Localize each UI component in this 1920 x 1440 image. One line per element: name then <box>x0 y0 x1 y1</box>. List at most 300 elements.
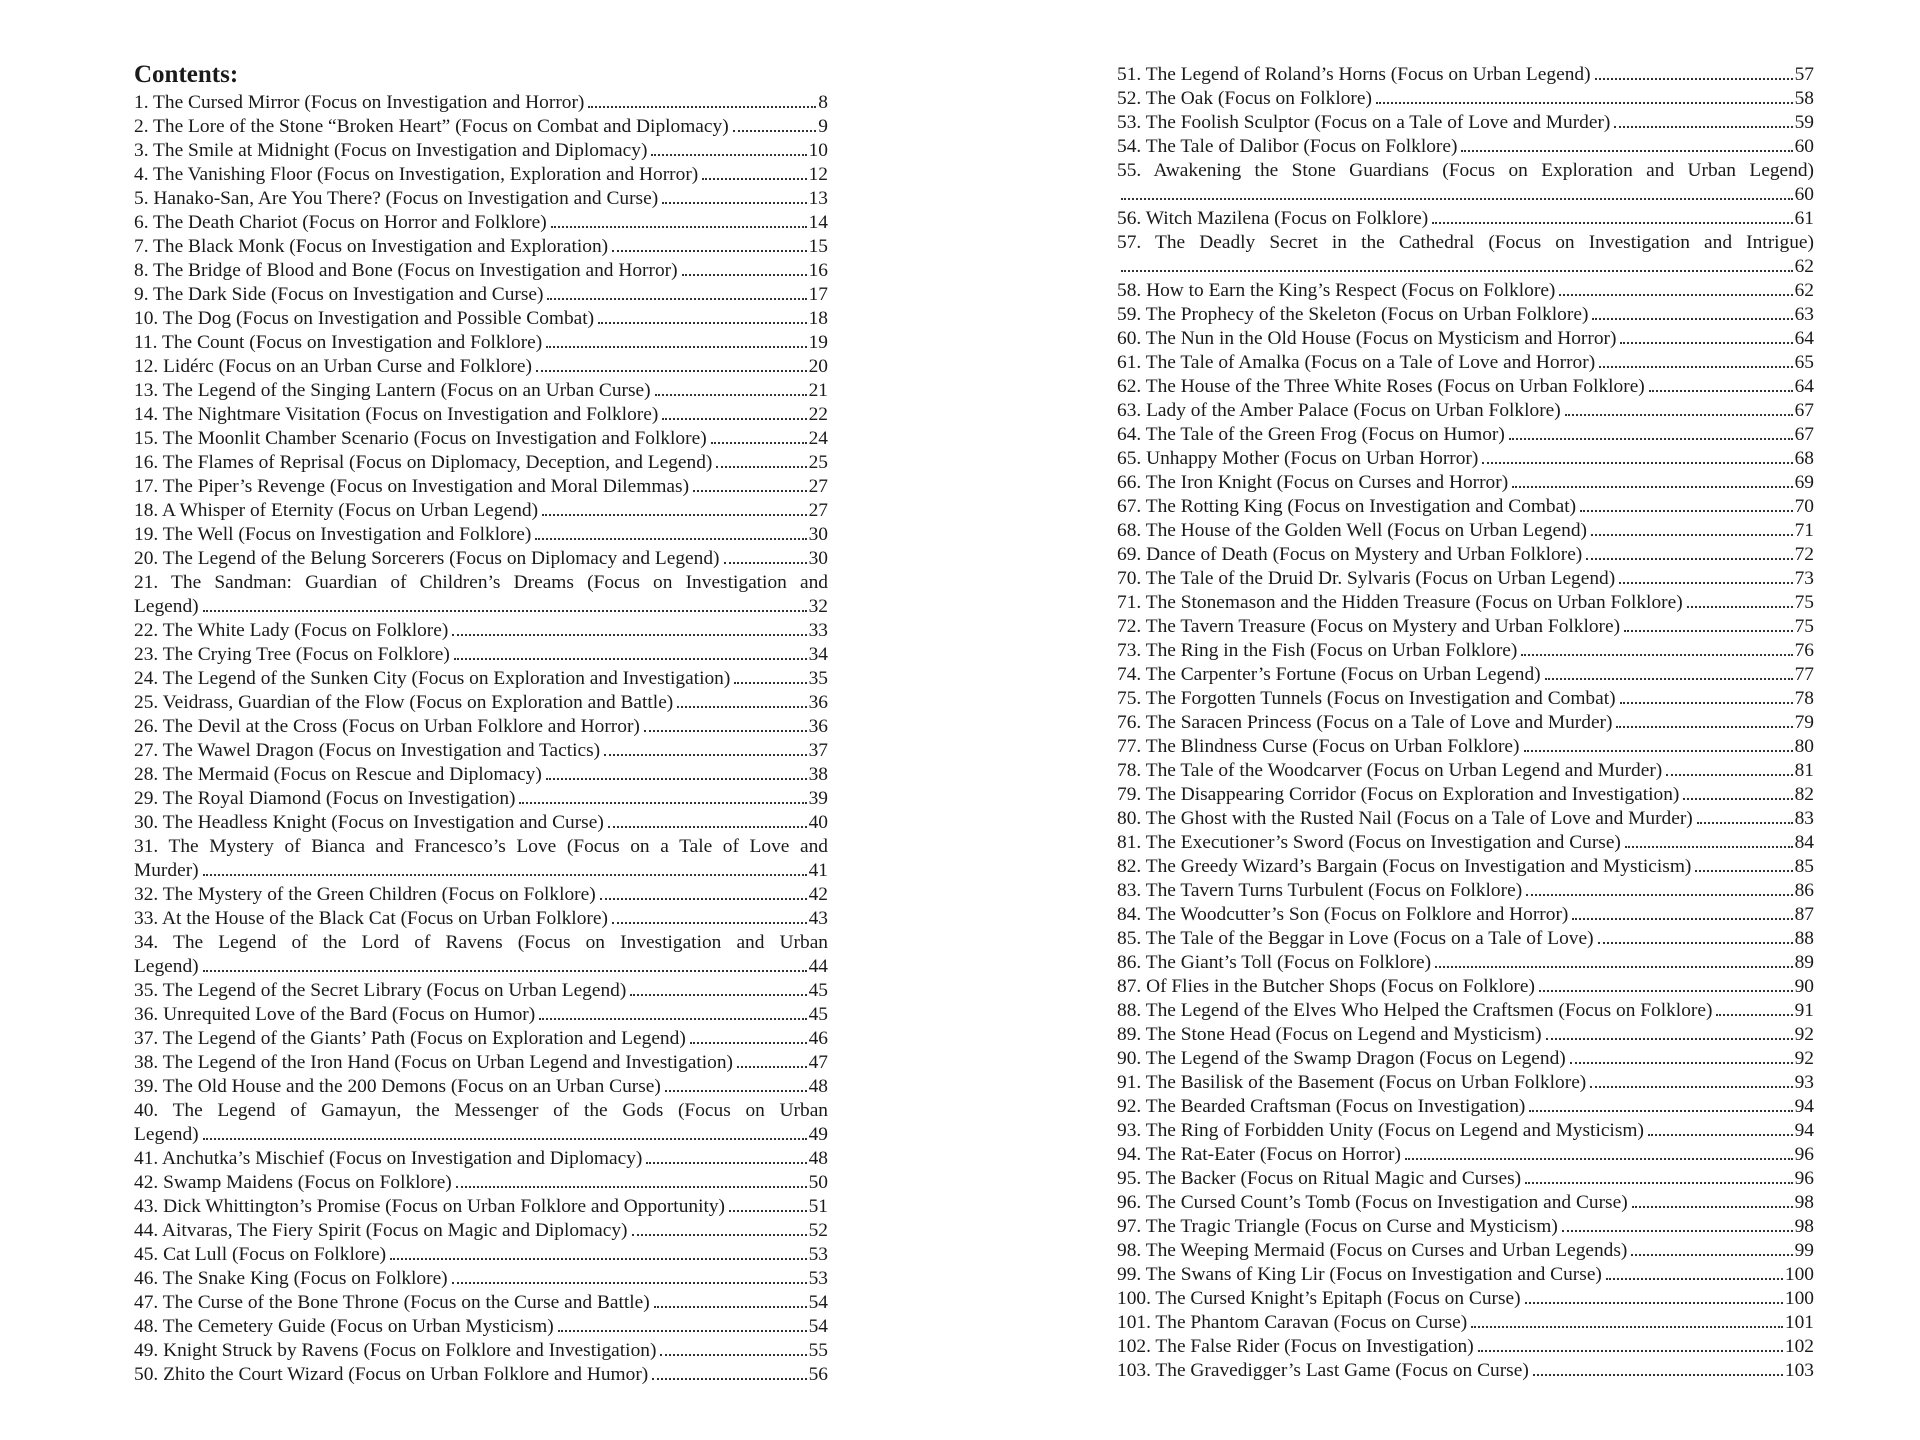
toc-entry-line <box>134 691 828 715</box>
toc-entry[interactable] <box>134 403 828 427</box>
toc-entry[interactable] <box>1117 855 1814 879</box>
dot-leader <box>1565 414 1793 416</box>
toc-entry-page-number: 80 <box>1794 736 1814 757</box>
toc-entry-page-number: 30 <box>808 548 828 569</box>
toc-entry[interactable] <box>1117 111 1814 135</box>
toc-entry[interactable] <box>134 1003 828 1027</box>
toc-entry[interactable] <box>134 1147 828 1171</box>
toc-entry[interactable] <box>1117 1311 1814 1335</box>
toc-entry[interactable] <box>1117 663 1814 687</box>
toc-entry[interactable] <box>134 1195 828 1219</box>
toc-entry[interactable] <box>1117 519 1814 543</box>
dot-leader <box>690 1042 807 1044</box>
toc-entry[interactable] <box>134 115 828 139</box>
toc-entry-line <box>134 1267 828 1291</box>
dot-leader <box>535 538 806 540</box>
toc-entry[interactable] <box>134 787 828 811</box>
toc-entry-line <box>1117 807 1814 831</box>
toc-entry-line <box>134 211 828 235</box>
toc-entry-page-number: 65 <box>1794 352 1814 373</box>
dot-leader <box>452 634 806 636</box>
toc-entry[interactable] <box>1117 879 1814 903</box>
toc-entry-title: 93. The Ring of Forbidden Unity (Focus on Legend and Mysticism) <box>1117 1120 1644 1141</box>
toc-entry[interactable] <box>1117 1335 1814 1359</box>
toc-entry[interactable] <box>134 1051 828 1075</box>
toc-entry[interactable] <box>1117 1119 1814 1143</box>
toc-entry[interactable] <box>134 1099 828 1147</box>
toc-entry-line <box>1117 447 1814 471</box>
dot-leader <box>1598 942 1793 944</box>
toc-entry[interactable] <box>134 1243 828 1267</box>
dot-leader <box>665 1090 807 1092</box>
toc-entry-title: 19. The Well (Focus on Investigation and Folklore) <box>134 524 532 545</box>
toc-entry[interactable] <box>134 931 828 979</box>
toc-entry-line <box>1117 471 1814 495</box>
toc-entry[interactable] <box>1117 327 1814 351</box>
toc-entry[interactable] <box>1117 735 1814 759</box>
toc-entry-title: 55. Awakening the Stone Guardians (Focus on Exploration and Urban Legend) <box>1117 160 1814 181</box>
toc-entry[interactable] <box>134 811 828 835</box>
toc-entry[interactable] <box>1117 1167 1814 1191</box>
toc-entry[interactable] <box>134 523 828 547</box>
dot-leader <box>1482 462 1792 464</box>
toc-entry[interactable] <box>1117 1023 1814 1047</box>
dot-leader <box>1521 654 1792 656</box>
dot-leader <box>655 394 807 396</box>
toc-entry-title: 57. The Deadly Secret in the Cathedral (Focus on Investigation and Intrigue) <box>1117 232 1814 253</box>
toc-entry[interactable] <box>1117 423 1814 447</box>
toc-entry-title: 45. Cat Lull (Focus on Folklore) <box>134 1244 387 1265</box>
toc-entry[interactable] <box>1117 1071 1814 1095</box>
toc-entry-page-number: 62 <box>1794 256 1814 277</box>
toc-entry-line <box>134 787 828 811</box>
toc-entry-page-number: 42 <box>808 884 828 905</box>
toc-entry-line <box>1117 327 1814 351</box>
toc-entry[interactable] <box>134 1339 828 1363</box>
toc-entry-title: 87. Of Flies in the Butcher Shops (Focus on Folklore) <box>1117 976 1535 997</box>
dot-leader <box>542 514 807 516</box>
toc-entry-page-number: 12 <box>808 164 828 185</box>
dot-leader <box>677 706 806 708</box>
toc-entry[interactable] <box>134 547 828 571</box>
toc-entry[interactable] <box>1117 591 1814 615</box>
toc-entry[interactable] <box>134 835 828 883</box>
toc-entry-title: 44. Aitvaras, The Fiery Spirit (Focus on Magic and Diplomacy) <box>134 1220 628 1241</box>
toc-entry-page-number: 67 <box>1794 424 1814 445</box>
toc-entry-title: 59. The Prophecy of the Skeleton (Focus on Urban Folklore) <box>1117 304 1589 325</box>
toc-entry-page-number: 72 <box>1794 544 1814 565</box>
toc-entry[interactable] <box>134 1171 828 1195</box>
toc-entry[interactable] <box>134 1027 828 1051</box>
toc-entry-title: 56. Witch Mazilena (Focus on Folklore) <box>1117 208 1429 229</box>
dot-leader <box>1539 990 1793 992</box>
contents-right-column <box>1117 63 1814 1383</box>
toc-entry-title: 51. The Legend of Roland’s Horns (Focus on Urban Legend) <box>1117 64 1591 85</box>
toc-entry[interactable] <box>134 1219 828 1243</box>
toc-entry[interactable] <box>1117 783 1814 807</box>
toc-entry-title: 86. The Giant’s Toll (Focus on Folklore) <box>1117 952 1432 973</box>
dot-leader <box>1620 342 1792 344</box>
toc-entry[interactable] <box>1117 471 1814 495</box>
toc-entry-line <box>1117 279 1814 303</box>
toc-entry[interactable] <box>134 667 828 691</box>
dot-leader <box>612 922 807 924</box>
toc-entry-page-number: 73 <box>1794 568 1814 589</box>
toc-entry-title: 30. The Headless Knight (Focus on Investigation and Curse) <box>134 812 604 833</box>
toc-entry[interactable] <box>134 427 828 451</box>
toc-entry[interactable] <box>134 1291 828 1315</box>
toc-entry-line <box>134 1075 828 1099</box>
dot-leader <box>724 562 807 564</box>
toc-entry[interactable] <box>1117 207 1814 231</box>
toc-entry-page-number: 19 <box>808 332 828 353</box>
toc-entry-title: 38. The Legend of the Iron Hand (Focus on Urban Legend and Investigation) <box>134 1052 733 1073</box>
toc-entry[interactable] <box>1117 303 1814 327</box>
dot-leader <box>203 874 807 876</box>
toc-entry-title: 58. How to Earn the King’s Respect (Focus on Folklore) <box>1117 280 1556 301</box>
toc-entry-line <box>134 1027 828 1051</box>
dot-leader <box>702 178 806 180</box>
toc-entry-page-number: 27 <box>808 476 828 497</box>
toc-entry-line <box>1117 975 1814 999</box>
toc-entry-page-number: 32 <box>808 596 828 617</box>
toc-entry-page-number: 46 <box>808 1028 828 1049</box>
dot-leader <box>682 274 807 276</box>
dot-leader <box>456 1186 807 1188</box>
toc-entry[interactable] <box>1117 975 1814 999</box>
toc-entry-page-number: 48 <box>808 1076 828 1097</box>
toc-entry[interactable] <box>1117 351 1814 375</box>
dot-leader <box>1683 798 1792 800</box>
toc-entry[interactable] <box>134 139 828 163</box>
toc-entry-line <box>134 907 828 931</box>
toc-entry-page-number: 53 <box>808 1268 828 1289</box>
toc-entry-title: 11. The Count (Focus on Investigation and Folklore) <box>134 332 543 353</box>
toc-entry-title: 69. Dance of Death (Focus on Mystery and Urban Folklore) <box>1117 544 1583 565</box>
dot-leader <box>546 346 806 348</box>
toc-entry-page-number: 93 <box>1794 1072 1814 1093</box>
toc-entry-page-number: 103 <box>1784 1360 1814 1381</box>
toc-entry-title: 71. The Stonemason and the Hidden Treasure (Focus on Urban Folklore) <box>1117 592 1683 613</box>
toc-entry-page-number: 101 <box>1784 1312 1814 1333</box>
toc-entry-line <box>1117 351 1814 375</box>
toc-entry-page-number: 30 <box>808 524 828 545</box>
toc-entry[interactable] <box>134 91 828 115</box>
toc-entry-line <box>134 547 828 571</box>
toc-entry-line <box>1117 831 1814 855</box>
toc-entry[interactable] <box>134 715 828 739</box>
toc-entry-page-number: 55 <box>808 1340 828 1361</box>
toc-entry-title: 35. The Legend of the Secret Library (Focus on Urban Legend) <box>134 980 627 1001</box>
toc-entry[interactable] <box>134 1267 828 1291</box>
toc-entry-page-number: 67 <box>1794 400 1814 421</box>
toc-entry-title: 37. The Legend of the Giants’ Path (Focus on Exploration and Legend) <box>134 1028 686 1049</box>
toc-entry[interactable] <box>1117 1047 1814 1071</box>
dot-leader <box>547 298 806 300</box>
toc-entry[interactable] <box>1117 495 1814 519</box>
dot-leader <box>452 1282 807 1284</box>
toc-entry-page-number: 36 <box>808 716 828 737</box>
toc-entry[interactable] <box>134 379 828 403</box>
toc-entry-page-number: 53 <box>808 1244 828 1265</box>
toc-entry[interactable] <box>1117 807 1814 831</box>
toc-entry-page-number: 94 <box>1794 1096 1814 1117</box>
dot-leader <box>1562 1230 1793 1232</box>
toc-entry-line <box>134 883 828 907</box>
toc-entry[interactable] <box>134 163 828 187</box>
dot-leader <box>539 1018 806 1020</box>
toc-entry[interactable] <box>134 643 828 667</box>
toc-entry[interactable] <box>134 883 828 907</box>
toc-entry-page-number: 99 <box>1794 1240 1814 1261</box>
toc-entry-line <box>134 1123 828 1147</box>
toc-entry-title: 52. The Oak (Focus on Folklore) <box>1117 88 1372 109</box>
toc-entry[interactable] <box>1117 1263 1814 1287</box>
toc-entry[interactable] <box>1117 927 1814 951</box>
toc-entry[interactable] <box>134 739 828 763</box>
toc-entry-title: 74. The Carpenter’s Fortune (Focus on Urban Legend) <box>1117 664 1541 685</box>
toc-entry[interactable] <box>134 979 828 1003</box>
toc-entry-page-number: 52 <box>808 1220 828 1241</box>
dot-leader <box>1121 198 1793 200</box>
toc-entry[interactable] <box>1117 1143 1814 1167</box>
toc-entry[interactable] <box>1117 639 1814 663</box>
toc-entry-line <box>1117 1047 1814 1071</box>
toc-entry-page-number: 36 <box>808 692 828 713</box>
toc-entry[interactable] <box>1117 1215 1814 1239</box>
toc-entry-page-number: 15 <box>808 236 828 257</box>
toc-entry[interactable] <box>1117 135 1814 159</box>
toc-entry[interactable] <box>1117 231 1814 279</box>
toc-entry-title: 13. The Legend of the Singing Lantern (Focus on an Urban Curse) <box>134 380 651 401</box>
toc-entry-line <box>134 859 828 883</box>
toc-entry-line <box>134 523 828 547</box>
dot-leader <box>203 1138 807 1140</box>
toc-entry[interactable] <box>134 451 828 475</box>
toc-entry-page-number: 17 <box>808 284 828 305</box>
toc-entry-title: 60. The Nun in the Old House (Focus on Mysticism and Horror) <box>1117 328 1617 349</box>
toc-entry-title: 102. The False Rider (Focus on Investigation) <box>1117 1336 1474 1357</box>
toc-entry-line <box>134 475 828 499</box>
toc-entry[interactable] <box>134 763 828 787</box>
toc-entry-page-number: 16 <box>808 260 828 281</box>
toc-entry-line <box>134 235 828 259</box>
toc-entry[interactable] <box>134 307 828 331</box>
toc-entry-title: 43. Dick Whittington’s Promise (Focus on Urban Folklore and Opportunity) <box>134 1196 726 1217</box>
dot-leader <box>519 802 806 804</box>
toc-entry[interactable] <box>1117 543 1814 567</box>
toc-entry-title: 34. The Legend of the Lord of Ravens (Focus on Investigation and Urban <box>134 932 828 953</box>
toc-entry[interactable] <box>134 619 828 643</box>
toc-entry[interactable] <box>134 187 828 211</box>
toc-entry[interactable] <box>1117 1359 1814 1383</box>
toc-entry[interactable] <box>1117 1191 1814 1215</box>
toc-entry-title: 97. The Tragic Triangle (Focus on Curse and Mysticism) <box>1117 1216 1558 1237</box>
toc-entry-title: 14. The Nightmare Visitation (Focus on Investigation and Folklore) <box>134 404 659 425</box>
toc-entry[interactable] <box>134 1075 828 1099</box>
toc-entry[interactable] <box>134 907 828 931</box>
dot-leader <box>1606 1278 1783 1280</box>
toc-entry-title: 66. The Iron Knight (Focus on Curses and Horror) <box>1117 472 1509 493</box>
dot-leader <box>1533 1374 1783 1376</box>
toc-entry[interactable] <box>134 235 828 259</box>
toc-entry-page-number: 50 <box>808 1172 828 1193</box>
toc-entry-line <box>1117 855 1814 879</box>
toc-entry-page-number: 69 <box>1794 472 1814 493</box>
toc-entry-title: 94. The Rat-Eater (Focus on Horror) <box>1117 1144 1401 1165</box>
dot-leader <box>1620 702 1793 704</box>
dot-leader <box>652 1378 806 1380</box>
toc-entry-line <box>1117 1287 1814 1311</box>
toc-entry-line <box>1117 1263 1814 1287</box>
toc-entry[interactable] <box>1117 1095 1814 1119</box>
toc-entry[interactable] <box>1117 951 1814 975</box>
toc-entry-page-number: 14 <box>808 212 828 233</box>
dot-leader <box>1625 846 1793 848</box>
toc-entry-page-number: 88 <box>1794 928 1814 949</box>
toc-entry-page-number: 85 <box>1794 856 1814 877</box>
toc-entry-page-number: 75 <box>1794 592 1814 613</box>
toc-entry-line <box>1117 207 1814 231</box>
dot-leader <box>1526 894 1792 896</box>
toc-entry[interactable] <box>1117 615 1814 639</box>
toc-entry-page-number: 40 <box>808 812 828 833</box>
toc-entry-line <box>1117 903 1814 927</box>
toc-entry-line <box>1117 183 1814 207</box>
toc-entry-line <box>134 1315 828 1339</box>
dot-leader <box>734 682 806 684</box>
toc-entry-line <box>134 1291 828 1315</box>
toc-entry[interactable] <box>1117 711 1814 735</box>
toc-entry-line <box>134 739 828 763</box>
toc-entry-page-number: 25 <box>808 452 828 473</box>
toc-entry-line <box>134 403 828 427</box>
toc-entry-page-number: 92 <box>1794 1024 1814 1045</box>
toc-entry-page-number: 13 <box>808 188 828 209</box>
toc-entry[interactable] <box>1117 999 1814 1023</box>
toc-entry-page-number: 100 <box>1784 1288 1814 1309</box>
toc-entry-page-number: 59 <box>1794 112 1814 133</box>
toc-entry-title: 54. The Tale of Dalibor (Focus on Folklore) <box>1117 136 1458 157</box>
toc-entry-page-number: 24 <box>808 428 828 449</box>
toc-entry[interactable] <box>134 1363 828 1387</box>
toc-entry-page-number: 35 <box>808 668 828 689</box>
toc-entry-title: 101. The Phantom Caravan (Focus on Curse) <box>1117 1312 1468 1333</box>
toc-entry[interactable] <box>134 211 828 235</box>
toc-entry-line <box>134 1243 828 1267</box>
toc-entry-page-number: 98 <box>1794 1192 1814 1213</box>
toc-entry-line <box>134 283 828 307</box>
toc-entry-page-number: 64 <box>1794 376 1814 397</box>
toc-entry-line <box>134 979 828 1003</box>
toc-entry[interactable] <box>1117 399 1814 423</box>
toc-entry-page-number: 78 <box>1794 688 1814 709</box>
toc-entry-title: 82. The Greedy Wizard’s Bargain (Focus on Investigation and Mysticism) <box>1117 856 1692 877</box>
toc-entry-title: 1. The Cursed Mirror (Focus on Investigation and Horror) <box>134 92 585 113</box>
toc-entry[interactable] <box>134 691 828 715</box>
dot-leader <box>1461 150 1792 152</box>
toc-entry-title: 78. The Tale of the Woodcarver (Focus on Urban Legend and Murder) <box>1117 760 1663 781</box>
toc-entry[interactable] <box>1117 63 1814 87</box>
toc-entry-page-number: 91 <box>1794 1000 1814 1021</box>
toc-entry[interactable] <box>1117 447 1814 471</box>
toc-entry[interactable] <box>1117 567 1814 591</box>
toc-entry-page-number: 70 <box>1794 496 1814 517</box>
toc-entry-title: 2. The Lore of the Stone “Broken Heart” (Focus on Combat and Diplomacy) <box>134 116 729 137</box>
toc-entry-line <box>1117 1239 1814 1263</box>
dot-leader <box>1478 1350 1783 1352</box>
contents-left-column <box>134 60 828 1387</box>
toc-entry[interactable] <box>134 475 828 499</box>
contents-heading: Contents: <box>134 61 239 88</box>
toc-entry-page-number: 87 <box>1794 904 1814 925</box>
toc-entry[interactable] <box>1117 831 1814 855</box>
toc-entry-line <box>1117 663 1814 687</box>
toc-entry[interactable] <box>1117 903 1814 927</box>
toc-entry-page-number: 37 <box>808 740 828 761</box>
toc-entry-title: 70. The Tale of the Druid Dr. Sylvaris (Focus on Urban Legend) <box>1117 568 1616 589</box>
toc-entry-line <box>1117 135 1814 159</box>
dot-leader <box>1572 918 1792 920</box>
dot-leader <box>1619 582 1792 584</box>
toc-entry[interactable] <box>1117 759 1814 783</box>
toc-entry[interactable] <box>134 355 828 379</box>
toc-entry-title: 16. The Flames of Reprisal (Focus on Diplomacy, Deception, and Legend) <box>134 452 713 473</box>
toc-entry[interactable] <box>134 331 828 355</box>
toc-entry-line <box>1117 1215 1814 1239</box>
toc-entry-page-number: 41 <box>808 860 828 881</box>
toc-entry-line <box>134 955 828 979</box>
dot-leader <box>693 490 807 492</box>
toc-entry[interactable] <box>1117 687 1814 711</box>
toc-entry[interactable] <box>1117 87 1814 111</box>
toc-entry[interactable] <box>134 283 828 307</box>
toc-entry-title: 99. The Swans of King Lir (Focus on Investigation and Curse) <box>1117 1264 1602 1285</box>
toc-entry-title: 3. The Smile at Midnight (Focus on Investigation and Diplomacy) <box>134 140 648 161</box>
dot-leader <box>551 226 807 228</box>
toc-entry-title: 9. The Dark Side (Focus on Investigation and Curse) <box>134 284 544 305</box>
dot-leader <box>1590 1086 1792 1088</box>
toc-entry[interactable] <box>134 571 828 619</box>
toc-entry-page-number: 71 <box>1794 520 1814 541</box>
toc-entry-page-number: 83 <box>1794 808 1814 829</box>
toc-entry[interactable] <box>1117 159 1814 207</box>
toc-entry-line <box>1117 1335 1814 1359</box>
dot-leader <box>390 1258 807 1260</box>
toc-entry[interactable] <box>1117 1239 1814 1263</box>
toc-entry-title: 23. The Crying Tree (Focus on Folklore) <box>134 644 450 665</box>
toc-entry-page-number: 75 <box>1794 616 1814 637</box>
toc-entry[interactable] <box>1117 1287 1814 1311</box>
toc-entry[interactable] <box>134 499 828 523</box>
dot-leader <box>1648 1134 1793 1136</box>
toc-entry[interactable] <box>1117 375 1814 399</box>
toc-entry-title: 8. The Bridge of Blood and Bone (Focus on Investigation and Horror) <box>134 260 678 281</box>
toc-entry-page-number: 56 <box>808 1364 828 1385</box>
dot-leader <box>1614 126 1792 128</box>
toc-entry-line <box>134 715 828 739</box>
toc-entry-title: 42. Swamp Maidens (Focus on Folklore) <box>134 1172 452 1193</box>
toc-entry[interactable] <box>1117 279 1814 303</box>
toc-entry-title: 48. The Cemetery Guide (Focus on Urban Mysticism) <box>134 1316 554 1337</box>
toc-entry-line <box>1117 1359 1814 1383</box>
toc-entry-title: 63. Lady of the Amber Palace (Focus on Urban Folklore) <box>1117 400 1561 421</box>
toc-entry-page-number: 64 <box>1794 328 1814 349</box>
dot-leader <box>1586 558 1792 560</box>
toc-entry-page-number: 68 <box>1794 448 1814 469</box>
toc-entry[interactable] <box>134 259 828 283</box>
toc-entry[interactable] <box>134 1315 828 1339</box>
